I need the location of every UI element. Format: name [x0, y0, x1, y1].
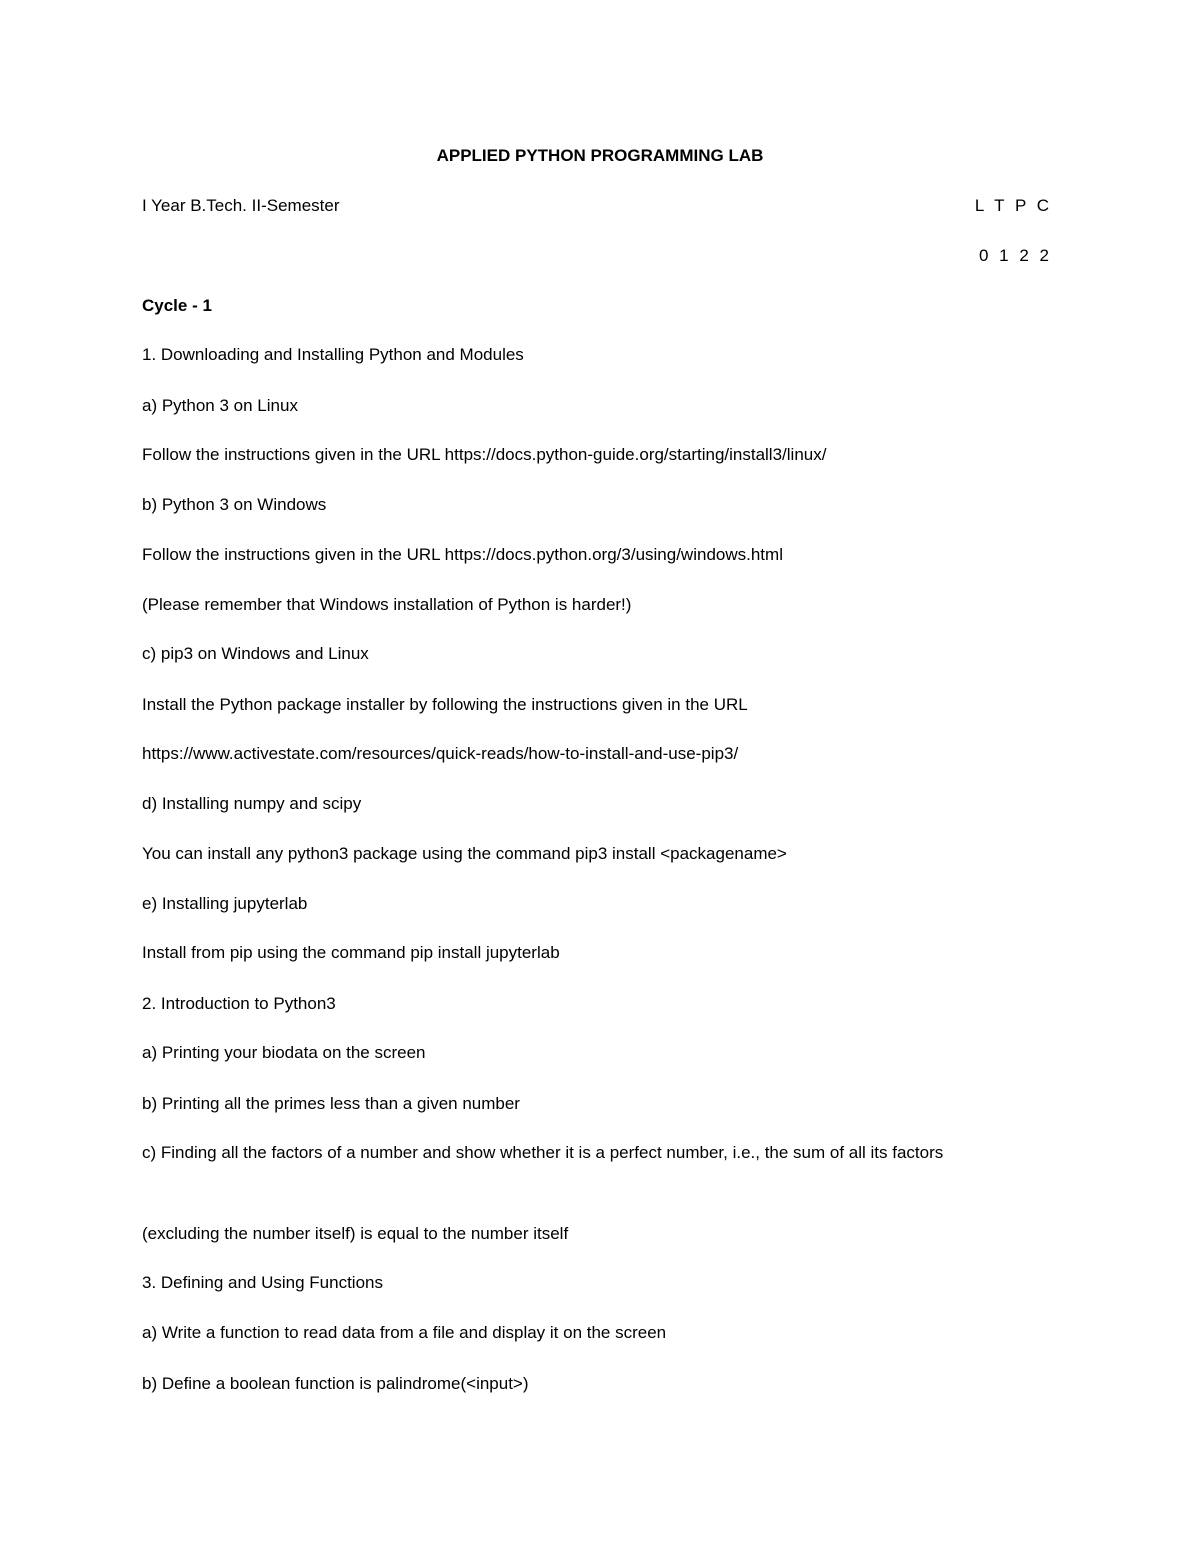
item-1c: c) pip3 on Windows and Linux [142, 644, 369, 663]
item-3b: b) Define a boolean function is palindrome(<input>) [142, 1374, 529, 1393]
item-2c: c) Finding all the factors of a number and show whether it is a perfect number, i.e., the sum of all its factors [142, 1143, 944, 1162]
item-2c-continued: (excluding the number itself) is equal to the number itself [142, 1224, 569, 1243]
item-2b: b) Printing all the primes less than a given number [142, 1094, 520, 1113]
ltpc-values: 0 1 2 2 [979, 246, 1052, 265]
item-3a: a) Write a function to read data from a file and display it on the screen [142, 1323, 667, 1342]
item-1d-instructions: You can install any python3 package using the command pip3 install <packagename> [142, 844, 787, 863]
item-1d: d) Installing numpy and scipy [142, 794, 362, 813]
page-title: APPLIED PYTHON PROGRAMMING LAB [436, 146, 764, 165]
item-1e: e) Installing jupyterlab [142, 894, 308, 913]
item-1a-instructions: Follow the instructions given in the URL https://docs.python-guide.org/starting/install3/linux/ [142, 445, 827, 464]
windows-note: (Please remember that Windows installation of Python is harder!) [142, 595, 632, 614]
item-2-heading: 2. Introduction to Python3 [142, 994, 336, 1013]
item-1c-url: https://www.activestate.com/resources/quick-reads/how-to-install-and-use-pip3/ [142, 744, 739, 763]
ltpc-header: L T P C [974, 196, 1052, 215]
item-1-heading: 1. Downloading and Installing Python and Modules [142, 345, 524, 364]
item-1b-instructions: Follow the instructions given in the URL https://docs.python.org/3/using/windows.html [142, 545, 783, 564]
item-3-heading: 3. Defining and Using Functions [142, 1273, 383, 1292]
item-1a: a) Python 3 on Linux [142, 396, 298, 415]
item-1c-instructions: Install the Python package installer by following the instructions given in the URL [142, 695, 748, 714]
cycle-heading: Cycle - 1 [142, 296, 212, 315]
item-1b: b) Python 3 on Windows [142, 495, 327, 514]
item-2a: a) Printing your biodata on the screen [142, 1043, 426, 1062]
item-1e-instructions: Install from pip using the command pip install jupyterlab [142, 943, 560, 962]
year-semester: I Year B.Tech. II-Semester [142, 196, 340, 215]
